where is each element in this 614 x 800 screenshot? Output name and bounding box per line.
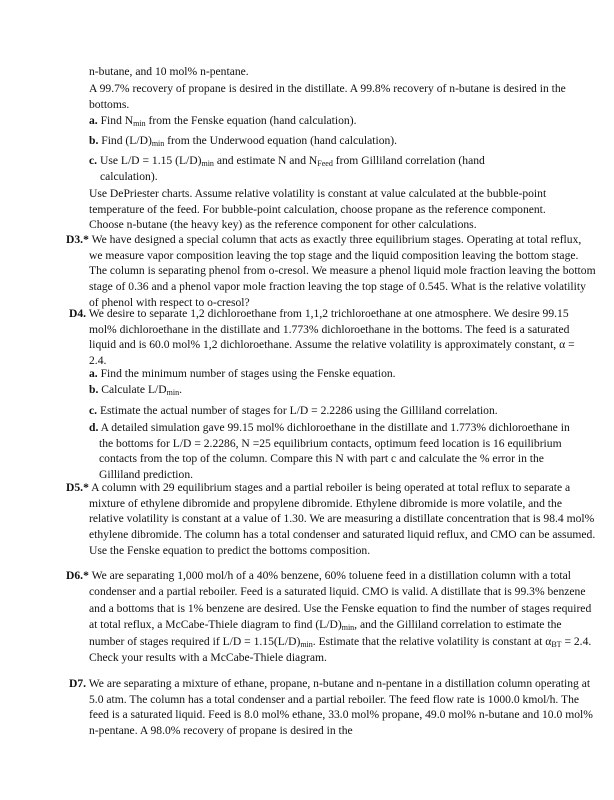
problem-d4-part-c <box>89 403 573 419</box>
item-c-label: c. <box>89 154 98 167</box>
problem-d4-text: We desire to separate 1,2 dichloroethane from 1,1,2 trichloroethane at one atmosphere. We desire 99.15 mol% dichloroethane in the distillate and 1.773% dichloroethane in the bottoms. The feed is a saturated liquid and is 60.0 mol% 1,2 dichloroethane. Assume the relative volatility is approximately constant, α = 2.4. <box>88 307 575 368</box>
item-b-label: b. <box>89 134 99 147</box>
problem-d4-part-a-text: Find the minimum number of stages using the Fenske equation. <box>100 367 396 380</box>
recovery-paragraph: A 99.7% recovery of propane is desired in the distillate. A 99.8% recovery of n-butane is desired in the bottoms. <box>89 82 566 111</box>
item-a-text: Find N <box>100 114 134 127</box>
problem-d4-part-b-sub: min <box>166 388 180 397</box>
problem-d7-label: D7. <box>69 677 87 690</box>
continuation-line: n-butane, and 10 mol% n-pentane. <box>89 65 249 78</box>
problem-d6-sub-3: BT <box>551 639 562 649</box>
problem-d6-text-4: = 2.4. Check your results with a McCabe-Thiele diagram. <box>89 634 592 665</box>
problem-d7-text: We are separating a mixture of ethane, propane, n-butane and n-pentane in a distillation column operating at 5.0 atm. The column has a total condenser and a partial reboiler. The feed flow rate is 1000.0 kmol/h. The feed is a saturated liquid. Feed is 8.0 mol% ethane, 33.0 mol% propane, 49.0 mol% n-butane and 10.0 mol% n-pentane. A 98.0% recovery of propane is desired in the <box>88 677 593 738</box>
depriester-paragraph: Use DePriester charts. Assume relative volatility is constant at value calculated at the bubble-point temperature of the feed. For bubble-point calculation, choose propane as the reference component. Choose n-butane (the heavy key) as the reference component for other calculations. <box>89 187 547 232</box>
problem-d4-part-c-label: c. <box>89 404 98 417</box>
problem-d4-part-d <box>89 420 583 483</box>
problem-d6-label: D6.* <box>66 569 89 582</box>
problem-d4-part-b-text: Calculate L/D <box>101 383 167 396</box>
problem-d3-text: We have designed a special column that acts as exactly three equilibrium stages. Operating at total reflux, we measure vapor composition leaving the top stage and the liquid composition leaving the bottom stage. The column is separating phenol from o-cresol. We measure a phenol liquid mole fraction leaving the bottom stage of 0.36 and a phenol vapor mole fraction leaving the top stage of 0.545. What is the relative volatility of phenol with respect to o-cresol? <box>89 233 596 309</box>
problem-d3-label: D3.* <box>66 233 89 246</box>
problem-d4-part-c-text: Estimate the actual number of stages for L/D = 2.2286 using the Gilliland correlation. <box>99 404 498 417</box>
item-c <box>89 153 530 184</box>
item-c-text-mid: and estimate N and N <box>213 154 318 167</box>
item-a-text-end: from the Fenske equation (hand calculation). <box>145 114 357 127</box>
problem-d4-label: D4. <box>69 307 87 320</box>
problem-d7 <box>69 676 593 739</box>
problem-d6-sub-2: min <box>300 639 313 649</box>
problem-d6-text-3: . Estimate that the relative volatility is constant at α <box>312 634 552 648</box>
problem-d3 <box>66 232 596 311</box>
item-a <box>89 113 573 129</box>
item-c-sub2: Feed <box>317 159 333 168</box>
problem-d4-part-d-label: d. <box>89 421 99 434</box>
item-b-text: Find (L/D) <box>101 134 152 147</box>
problem-d4-part-d-text: A detailed simulation gave 99.15 mol% dichloroethane in the distillate and 1.773% dichloroethane in the bottoms for L/D = 2.2286, N =25 equilibrium contacts, optimum feed location is 16 equilibrium contacts from the top of the column. Compare this N with part c and calculate the % error in the Gilliland prediction. <box>99 421 570 482</box>
problem-d5-text: A column with 29 equilibrium stages and a partial reboiler is being operated at total reflux to separate a mixture of ethylene dibromide and propylene dibromide. Ethylene dibromide is more volatile, and the relative volatility is constant at a value of 1.30. We are measuring a distillate concentration that is 98.4 mol% ethylene dibromide. The column has a total condenser and saturated liquid reflux, and CMO can be assumed. Use the Fenske equation to predict the bottoms composition. <box>89 481 596 557</box>
item-a-sub: min <box>133 119 146 128</box>
item-c-text-end: from Gilliland correlation (hand calculation). <box>100 154 485 183</box>
problem-d6-text-2: , and the Gilliland correlation to estimate the number of stages required if L/D = 1.15(L/D) <box>89 618 562 648</box>
problem-d4 <box>69 306 593 369</box>
problem-d5-label: D5.* <box>66 481 89 494</box>
problem-d4-part-b-text-end: . <box>179 383 182 396</box>
item-b-text-end: from the Underwood equation (hand calculation). <box>164 134 398 147</box>
item-c-sub: min <box>201 159 214 168</box>
problem-d4-part-a-label: a. <box>89 367 98 380</box>
problem-d6-text-1: We are separating 1,000 mol/h of a 40% benzene, 60% toluene feed in a distillation column with a total condenser and a partial reboiler. Feed is a saturated liquid. CMO is valid. A distillate that is 99.3% benzene and a bottoms that is 1% benzene are desired. Use the Fenske equation to find the number of stages required at total reflux, a McCabe-Thiele diagram to find (L/D) <box>89 569 592 632</box>
problem-d4-part-b <box>89 382 573 398</box>
item-b-sub: min <box>151 139 165 148</box>
problem-d5 <box>66 480 596 559</box>
item-a-label: a. <box>89 114 98 127</box>
problem-d6 <box>66 568 596 666</box>
item-c-text: Use L/D = 1.15 (L/D) <box>99 154 202 167</box>
problem-d4-part-b-label: b. <box>89 383 99 396</box>
problem-d4-part-a <box>89 366 573 382</box>
problem-d6-sub-1: min <box>341 623 355 633</box>
item-b <box>89 133 573 149</box>
